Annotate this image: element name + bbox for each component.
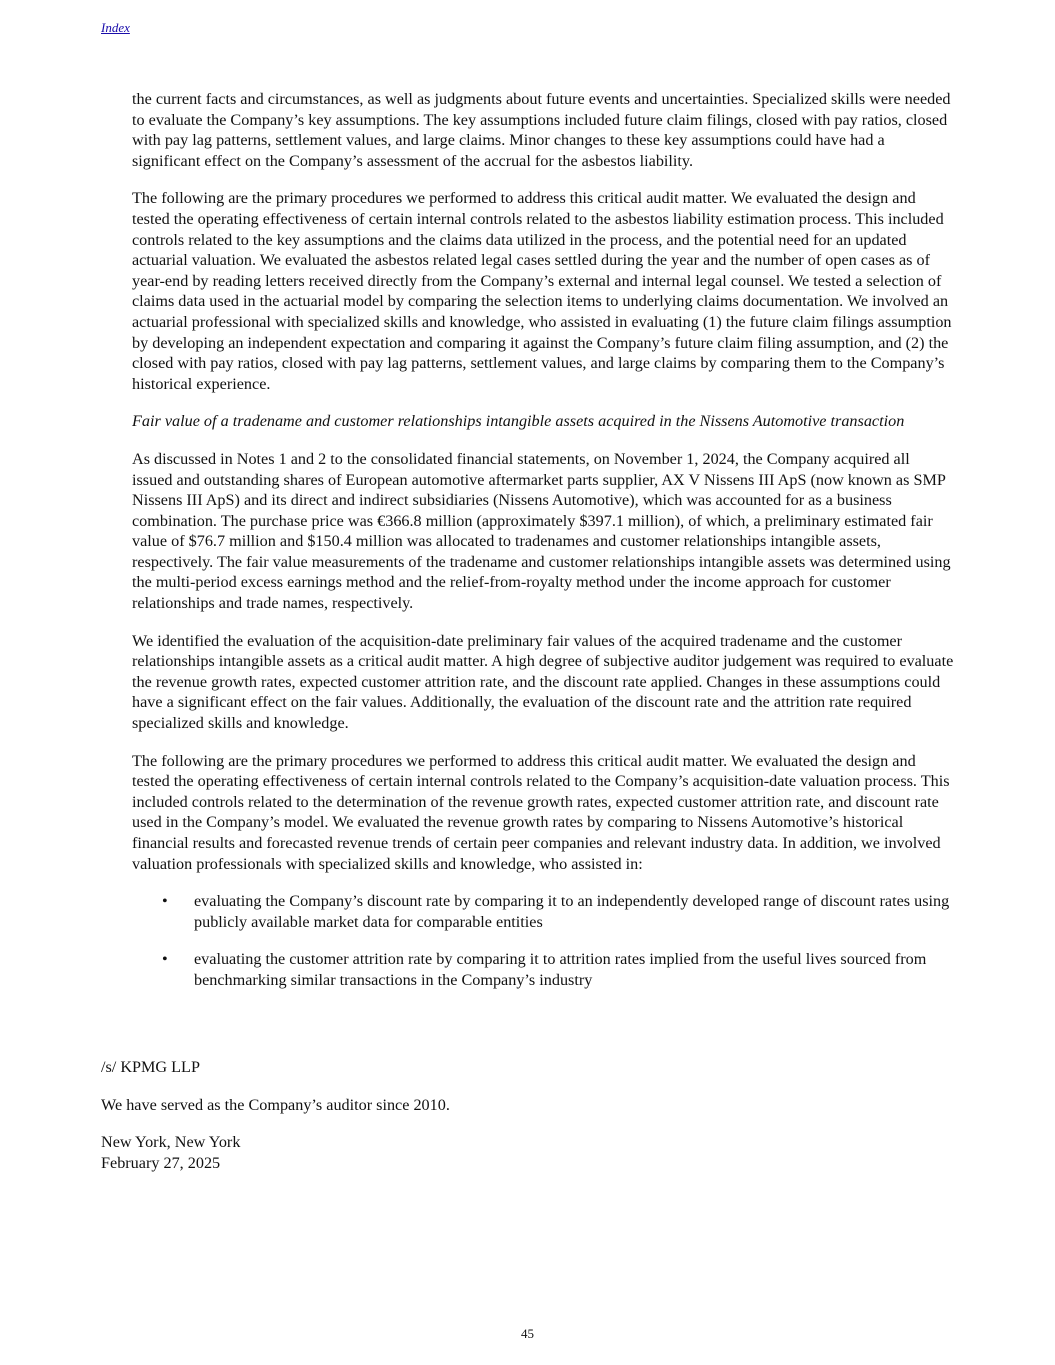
signing-date: February 27, 2025 bbox=[101, 1153, 221, 1172]
paragraph-nissens-procedures: The following are the primary procedures we performed to address this critical audit matter. We evaluated the design and tested the operating effectiveness of certain internal controls related to the Company’s acquisition-date valuation process. This included controls related to the determination of the revenue growth rates, expected customer attrition rate, and discount rate used in the Company’s model. We evaluated the revenue growth rates by comparing to Nissens Automotive’s historical financial results and forecasted revenue trends of certain peer companies and relevant industry data. In addition, we involved valuation professionals with specialized skills and knowledge, who assisted in: bbox=[132, 751, 950, 873]
procedure-bullet-list bbox=[132, 891, 954, 990]
location-date-block bbox=[101, 1132, 901, 1173]
paragraph-nissens-acquisition: As discussed in Notes 1 and 2 to the consolidated financial statements, on November 1, 2024, the Company acquired all issued and outstanding shares of European automotive aftermarket parts supplier, AX V Nissens III ApS (now known as SMP Nissens III ApS) and its direct and indirect subsidiaries (Nissens Automotive), which was accounted for as a business combination. The purchase price was €366.8 million (approximately $397.1 million), of which, a preliminary estimated fair value of $76.7 million and $150.4 million was allocated to tradenames and customer relationships intangible assets, respectively. The fair value measurements of the tradename and customer relationships intangible assets was determined using the multi-period excess earnings method and the relief-from-royalty method under the income approach for customer relationships and trade names, respectively. bbox=[132, 449, 951, 613]
auditor-signature: /s/ KPMG LLP bbox=[101, 1058, 200, 1076]
paragraph-critical-audit-matter: We identified the evaluation of the acquisition-date preliminary fair values of the acquired tradename and the customer relationships intangible assets as a critical audit matter. A high degree of subjective auditor judgement was required to evaluate the revenue growth rates, expected customer attrition rate, and the discount rate applied. Changes in these assumptions could have a significant effect on the fair values. Additionally, the evaluation of the discount rate and the attrition rate required specialized skills and knowledge. bbox=[132, 631, 954, 733]
bullet-item bbox=[132, 949, 954, 990]
auditor-tenure: We have served as the Company’s auditor since 2010. bbox=[101, 1095, 450, 1114]
section-heading-nissens: Fair value of a tradename and customer relationships intangible assets acquired in the Nissens Automotive transaction bbox=[132, 412, 905, 431]
index-link[interactable]: Index bbox=[101, 20, 130, 35]
signing-location: New York, New York bbox=[101, 1133, 241, 1152]
bullet-text: evaluating the Company’s discount rate by comparing it to an independently developed range of discount rates using publicly available market data for comparable entities bbox=[194, 892, 950, 931]
report-body bbox=[132, 89, 954, 1008]
bullet-text: evaluating the customer attrition rate by comparing it to attrition rates implied from the useful lives sourced from benchmarking similar transactions in the Company’s industry bbox=[194, 950, 927, 989]
page-number: 45 bbox=[521, 1326, 534, 1341]
bullet-icon: • bbox=[162, 892, 168, 911]
signoff-block bbox=[101, 1057, 901, 1190]
paragraph-asbestos-assumptions: the current facts and circumstances, as well as judgments about future events and uncertainties. Specialized skills were needed to evaluate the Company’s key assumptions. The key assumptions included future claim filings, closed with pay ratios, closed with pay lag patterns, settlement values, and large claims. Minor changes to these key assumptions could have had a significant effect on the Company’s assessment of the accrual for the asbestos liability. bbox=[132, 90, 951, 170]
bullet-icon: • bbox=[162, 950, 168, 969]
paragraph-asbestos-procedures: The following are the primary procedures we performed to address this critical audit matter. We evaluated the design and tested the operating effectiveness of certain internal controls related to the asbestos liability estimation process. This included controls related to the key assumptions and the claims data utilized in the process, and the potential need for an updated actuarial valuation. We evaluated the asbestos related legal cases settled during the year and the number of open cases as of year-end by reading letters received directly from the Company’s external and internal legal counsel. We tested a selection of claims data used in the actuarial model by comparing the selection items to underlying claims documentation. We involved an actuarial professional with specialized skills and knowledge, who assisted in evaluating (1) the future claim filings assumption by developing an independent expectation and comparing it against the Company’s future claim filing assumption, and (2) the closed with pay ratios, closed with pay lag patterns, settlement values, and large claims by comparing them to the Company’s historical experience. bbox=[132, 189, 952, 393]
bullet-item bbox=[132, 891, 954, 932]
